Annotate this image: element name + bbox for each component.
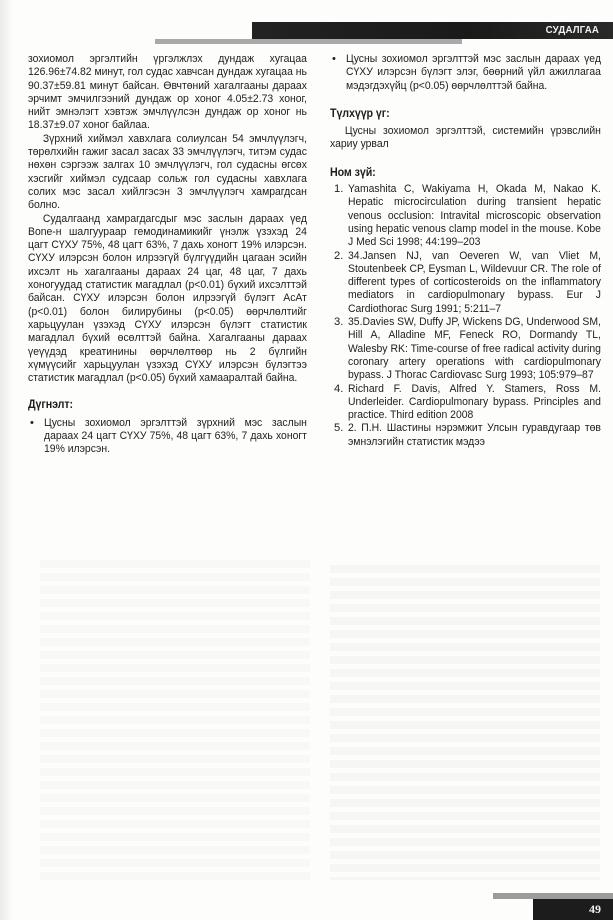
footer-bar xyxy=(533,899,613,920)
reference-list xyxy=(330,183,601,449)
reference-item xyxy=(330,316,601,382)
reference-text: 2. П.Н. Шастины нэрэмжит Улсын гуравдугаар төв эмнэлэгийн статистик мэдээ xyxy=(348,422,601,448)
reference-number: 2. xyxy=(334,249,344,262)
conclusion-heading: Дүгнэлт: xyxy=(28,399,73,412)
bleed-through-right xyxy=(330,565,600,880)
reference-item xyxy=(330,383,601,423)
reference-item xyxy=(330,422,601,449)
reference-text: 34.Jansen NJ, van Oeveren W, van Vliet M, Stoutenbeek CP, Eysman L, Wildevuur CR. The role of different types of corticosteroids on the inflammatory mediators in cardiopulmonary bypass. Eur J Cardiothorac Surg 1991; 5:211–7 xyxy=(348,249,601,315)
bleed-through-left xyxy=(40,560,310,880)
results-paragraph-2: Зүрхний хиймэл хавхлага солиулсан 54 эмчлүүлэгч, төрөлхийн гажиг засал засах 33 эмчлүүлэгч, титэм судас нөхөн сэргээж залгах 10 эмчлүүлэгч, гол судасны өгсөх хэсгийг хиймэл судсаар сольж гол судасны хавхлага солих мэс засал хийлгэсэн 3 эмчлүүлэгч хамрагдсан болно. xyxy=(28,132,307,212)
reference-text: Richard F. Davis, Alfred Y. Stamers, Ross M. Underleider. Cardiopulmonary bypass. Principles and practice. Third edition 2008 xyxy=(348,382,601,422)
reference-item xyxy=(330,183,601,249)
keywords-text: Цусны зохиомол эргэлттэй, системийн үрэвслийн хариу урвал xyxy=(330,125,601,151)
right-column xyxy=(330,53,601,449)
reference-text: Yamashita C, Wakiyama H, Okada M, Nakao K. Hepatic microcirculation during transient hepatic venous occlusion: Intravital microscopic observation using hepatic venous clamp model in the mouse. Kobe J Med Sci 1998; 44:199–203 xyxy=(348,183,601,249)
left-column xyxy=(28,53,307,457)
bullet-icon: • xyxy=(30,416,34,429)
conclusion-bullet-text: Цусны зохиомол эргэлттэй мэс заслын дараах үед СҮХУ илэрсэн бүлэгт элэг, бөөрний үйл ажиллагаа мэдэгдэхүйц (p<0.05) өөрчлөлттэй байна. xyxy=(346,53,601,92)
reference-number: 5. xyxy=(334,422,344,435)
reference-number: 3. xyxy=(334,316,344,329)
conclusion-bullet xyxy=(330,53,601,93)
conclusion-bullet xyxy=(28,417,307,457)
section-title: СУДАЛГАА xyxy=(545,24,599,36)
page-edge-shadow xyxy=(0,0,12,920)
references-heading: Ном зүй: xyxy=(330,166,376,179)
reference-item xyxy=(330,250,601,316)
reference-number: 1. xyxy=(334,183,344,196)
conclusion-bullet-text: Цусны зохиомол эргэлттэй зүрхний мэс заслын дараах 24 цагт СҮХУ 75%, 48 цагт 63%, 7 дахь хоногт 19% илэрсэн. xyxy=(44,416,307,456)
header-accent-bar xyxy=(155,39,462,44)
page-number: 49 xyxy=(589,902,601,916)
results-paragraph-1: зохиомол эргэлтийн үргэлжлэх дундаж хугацаа 126.96±74.82 минут, гол судас хавчсан дундаж хугацаа нь 90.37±59.81 минут байсан. Өвчтөний хагалгааны дараах эрчимт эмчилгээний дундаж ор хоног 4.05±2.73 хоног, нийт эмнэлэгт хэвтэж эмчлүүлсэн дундаж ор хоног нь 18.37±9.07 хоног байлаа. xyxy=(28,53,307,132)
reference-number: 4. xyxy=(334,382,344,395)
keywords-heading: Түлхүүр үг: xyxy=(330,107,390,120)
reference-text: 35.Davies SW, Duffy JP, Wickens DG, Underwood SM, Hill A, Alladine MF, Feneck RO, Dormandy TL, Walesby RK: Time-course of free radical activity during coronary artery operations with cardiopulmonary bypass. J Thorac Cardiovasc Surg 1993; 105:979–87 xyxy=(348,316,601,382)
bullet-icon: • xyxy=(332,53,336,65)
section-header-bar xyxy=(252,22,613,39)
results-paragraph-3: Судалгаанд хамрагдагсдыг мэс заслын дараах үед Bone-н шалгуураар гемодинамикийг үнэлж үзэхэд 24 цагт СҮХУ 75%, 48 цагт 63%, 7 дахь хоногт 19% илэрсэн. СҮХУ илэрсэн болон илрээгүй бүлгүүдийн цагаан эсийн ихсэлт нь хагалгааны дараах 24 цаг, 48 цаг, 7 дахь хоногуудад статистик магадлал (p<0.01) бүхий ихсэлттэй байсан. СҮХУ илэрсэн болон илрээгүй бүлэгт АсАт (p<0.01) болон билирубины (p<0.05) өөрчлөлтийг харьцуулан үзэхэд СҮХУ илэрсэн бүлэгт статистик магадлал бүхий өсөлттэй байна. Хагалгааны дараах үеүүдэд креатинины өөрчлөлтөөр нь 2 бүлгийн хүмүүсийг харьцуулан үзэхэд СҮХУ илэрсэн бүлэгтээ статистик магадлал (p<0.05) бүхий хамааралтай байна. xyxy=(28,212,307,385)
